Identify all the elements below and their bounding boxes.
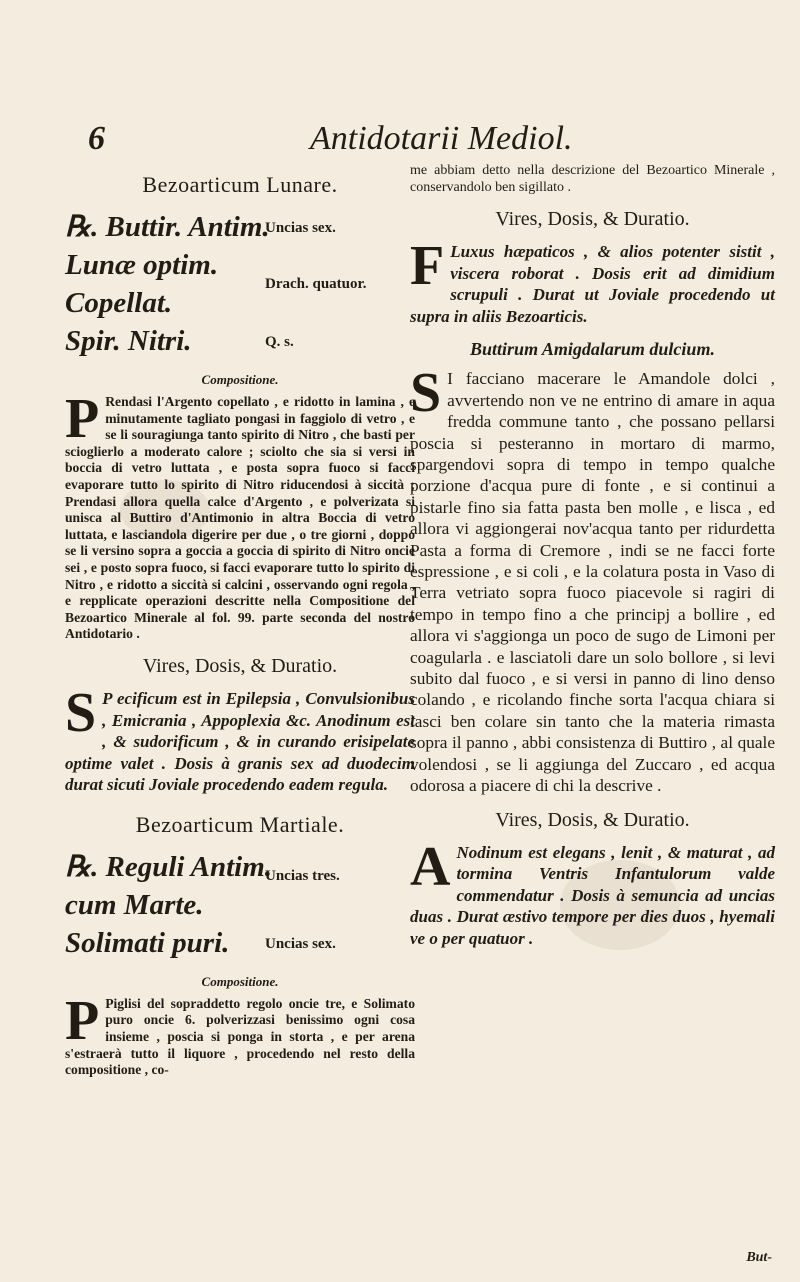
- paragraph-text: Rendasi l'Argento copellato , e ridotto in lamina , e minutamente tagliato pongasi in faggiolo di vetro , e se li souragiunga tanto spirito di Nitro , che basti per scioglierlo a moderato calore ; sciolto che sia si versi in boccia di vetro luttata , e posta sopra fuoco si facci evaporare tutto lo spirito di Nitro riducendosi à siccità ; Prendasi allora quella calce d'Argento , e polverizata si unisca al Buttiro d'Antimonio in altra Boccia di vetro luttata, e lasciandola digerire per due , o tre giorni , doppo se li versino sopra a goccia a goccia di spirito di Nitro oncie sei , e posto sopra fuoco, si facci evaporare tutto lo spirito di Nitro , e ridotto a siccità si calcini , osservando ogni regola , e repplicate operazioni descritte nella Compositione del Bezoartico Minerale al fol. 99. parte seconda del nostro Antidotario .: [65, 394, 415, 642]
- recipe-line: [65, 324, 415, 362]
- page-number: 6: [88, 120, 105, 157]
- recipe-line: [65, 926, 415, 964]
- paragraph-text: Piglisi del sopraddetto regolo oncie tre, e Solimato puro oncie 6. polverizzasi benissimo ogni cosa insieme , poscia si ponga in storta , e per arena s'estraerà tutto il liquore , procedendo nel resto della compositione , co-: [65, 995, 415, 1078]
- drop-cap: S: [65, 681, 97, 744]
- quantity: Q. s.: [265, 334, 294, 350]
- drop-cap: F: [410, 235, 445, 297]
- paragraph-text: I facciano macerare le Amandole dolci , avvertendo non ve ne entrino di amare in aqua fredda commune tanto , che possano pellarsi poscia si pesteranno in mortaro di marmo, spargendovi sopra di tempo in tempo qualche porzione d'acqua pure di fonte , e si continui a pistarle fino sia fatta pasta ben molle , e lisca , ed allora vi aggiongerai nov'acqua tanto per ridurdetta Pasta a forma di Cremore , indi se ne facci forte espressione , e si coli , e la colatura posta in Vaso di Terra vetriato sopra fuoco piacevole si ragiri di tempo in tempo fino a che principj a bollire , ed allora vi s'aggionga un poco de sugo de Limoni per coagularla . e lasciatoli dare un solo bollore , si levi subito dal fuoco , e si versi in panno di lino denso colando , e ricolando finche sorta l'acqua chiara si lasci ben colare sin tanto che la materia rimasta sopra il panno , abbi consistenza di Buttiro , al quale volendosi , se li aggiunga del Zuccaro , ed acqua odorosa a piacere di chi la descrive .: [410, 369, 775, 796]
- recipe-block: [65, 210, 415, 362]
- running-head: Antidotarii Mediol.: [310, 120, 573, 157]
- recipe-line: [65, 210, 415, 248]
- recipe-line: [65, 276, 415, 324]
- vires-title: Vires, Dosis, & Duratio.: [142, 654, 338, 677]
- recipe-block: [65, 850, 415, 964]
- vires-text: [410, 835, 775, 950]
- paragraph-text: P ecificum est in Epilepsia , Convulsionibus , Emicrania , Appoplexia &c. Anodinum est , & sudorificum , & in curando erisipelate optime valet . Dosis à granis sex ad duodecim durat sicuti Joviale procedendo eadem regula.: [65, 688, 415, 795]
- quantity: Drach. quatuor.: [265, 276, 367, 292]
- quantity: Uncias tres.: [265, 867, 340, 884]
- vires-text: [410, 235, 775, 327]
- quantity: Uncias sex.: [265, 935, 336, 952]
- paragraph-text: Luxus hæpaticos , & alios potenter sistit , viscera roborat . Dosis erit ad dimidium scrupuli . Durat ut Joviale procedendo ut supra in aliis Bezoarticis.: [410, 242, 775, 326]
- recipe-line: [65, 850, 415, 888]
- compositio-label: Compositione.: [201, 372, 279, 387]
- section-title: Bezoarticum Lunare.: [142, 172, 338, 197]
- ingredient: ℞. Reguli Antim.: [65, 850, 273, 883]
- compositio-label: Compositione.: [201, 973, 279, 989]
- compositio-text: [65, 388, 415, 643]
- paragraph-text: Nodinum est elegans , lenit , & maturat , ad tormina Ventris Infantulorum valde commendatur . Dosis à semuncia ad uncias duas . Durat æstivo tempore per dies duos , hyemali ve o per quatuor .: [410, 842, 775, 948]
- section-title: Bezoarticum Martiale.: [135, 811, 345, 837]
- drop-cap: S: [410, 362, 442, 425]
- left-column: [65, 162, 415, 1079]
- continuation-text: me abbiam detto nella descrizione del Bezoartico Minerale , conservandolo ben sigillato .: [410, 163, 775, 195]
- right-column: [410, 162, 775, 949]
- compositio-text: [65, 989, 415, 1079]
- ingredient: Solimati puri.: [65, 926, 230, 959]
- drop-cap: P: [65, 989, 100, 1052]
- ingredient: ℞. Buttir. Antim.: [65, 211, 270, 243]
- ingredient: Copellat.: [65, 287, 173, 319]
- body-text: [410, 362, 775, 796]
- ingredient: Lunæ optim.: [65, 249, 219, 281]
- vires-title: Vires, Dosis, & Duratio.: [495, 208, 690, 230]
- vires-title: Vires, Dosis, & Duratio.: [495, 808, 690, 831]
- drop-cap: A: [410, 835, 451, 898]
- quantity: Uncias sex.: [265, 220, 336, 236]
- section-title: Buttirum Amigdalarum dulcium.: [470, 339, 715, 360]
- ingredient: Spir. Nitri.: [65, 325, 192, 357]
- vires-text: [65, 681, 415, 796]
- ingredient: cum Marte.: [65, 888, 204, 921]
- catchword: But-: [746, 1250, 772, 1265]
- recipe-line: [65, 888, 415, 926]
- drop-cap: P: [65, 388, 100, 450]
